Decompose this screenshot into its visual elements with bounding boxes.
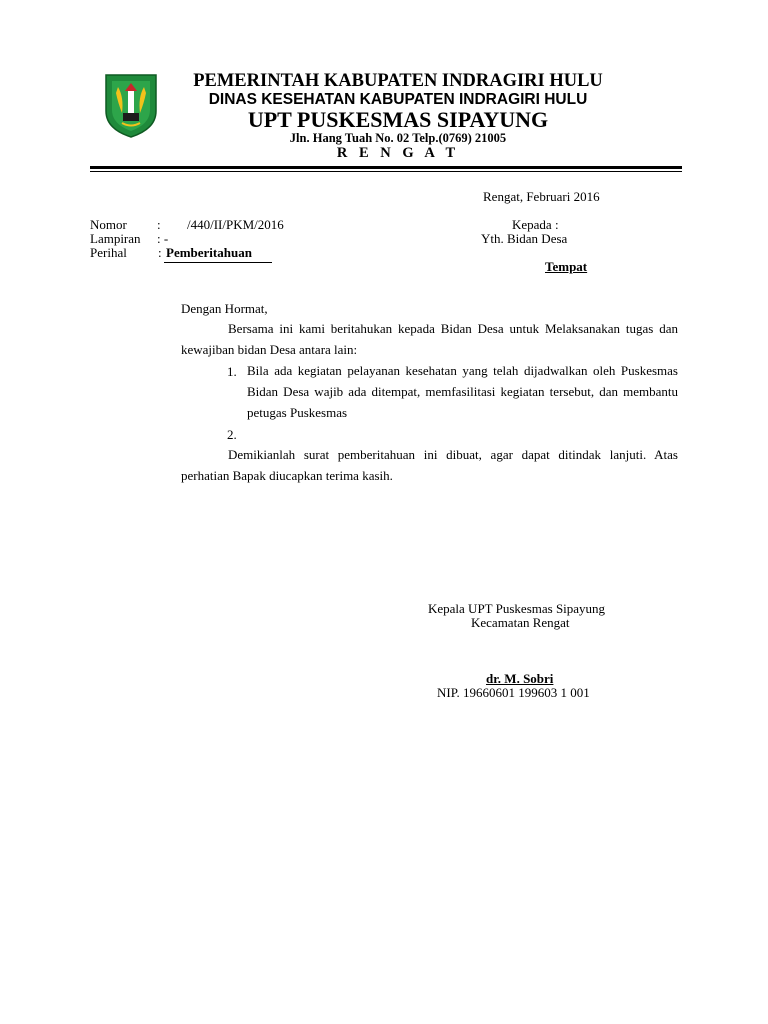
kepada-label: Kepada :: [512, 217, 559, 232]
list-item-number: 2.: [227, 427, 237, 442]
perihal-label: Perihal: [90, 245, 127, 260]
header-puskesmas-name: UPT PUSKESMAS SIPAYUNG: [247, 107, 549, 132]
perihal-separator: :: [158, 245, 162, 260]
signatory-name: dr. M. Sobri: [486, 671, 554, 686]
recipient: Yth. Bidan Desa: [481, 231, 568, 246]
header-city: R E N G A T: [336, 145, 460, 161]
lampiran-value: : -: [157, 231, 169, 246]
list-item-text: Bila ada kegiatan pelayanan kesehatan yang telah dijadwalkan oleh Puskesmas Bidan Desa wajib ada ditempat, memfasilitasi kegiatan tersebut, dan membantu petugas Puskesmas: [247, 363, 678, 420]
signatory-title: Kepala UPT Puskesmas Sipayung: [428, 601, 606, 616]
letterhead-divider-thin: [90, 171, 682, 172]
perihal-value: Pemberitahuan: [166, 245, 252, 260]
intro-paragraph: Bersama ini kami beritahukan kepada Bidan Desa untuk Melaksanakan tugas dan kewajiban bidan Desa antara lain:: [181, 321, 678, 357]
header-health-office: DINAS KESEHATAN KABUPATEN INDRAGIRI HULU: [208, 91, 588, 108]
letter-date: Rengat, Februari 2016: [483, 189, 600, 204]
nomor-separator: :: [157, 217, 161, 232]
greeting: Dengan Hormat,: [181, 301, 268, 316]
closing-paragraph: Demikianlah surat pemberitahuan ini dibuat, agar dapat ditindak lanjuti. Atas perhatian Bapak diucapkan terima kasih.: [181, 447, 678, 483]
header-address: Jln. Hang Tuah No. 02 Telp.(0769) 21005: [289, 131, 507, 145]
lampiran-label: Lampiran: [90, 231, 141, 246]
signatory-nip: NIP. 19660601 199603 1 001: [437, 685, 590, 700]
riau-regency-crest-icon: [104, 73, 158, 139]
recipient-place: Tempat: [545, 259, 588, 274]
nomor-value: /440/II/PKM/2016: [187, 217, 284, 232]
list-item-number: 1.: [227, 364, 237, 379]
letterhead-divider-thick: [90, 166, 682, 169]
perihal-underline: [164, 262, 272, 263]
header-government: PEMERINTAH KABUPATEN INDRAGIRI HULU: [193, 71, 603, 91]
nomor-label: Nomor: [90, 217, 127, 232]
signatory-district: Kecamatan Rengat: [471, 615, 570, 630]
